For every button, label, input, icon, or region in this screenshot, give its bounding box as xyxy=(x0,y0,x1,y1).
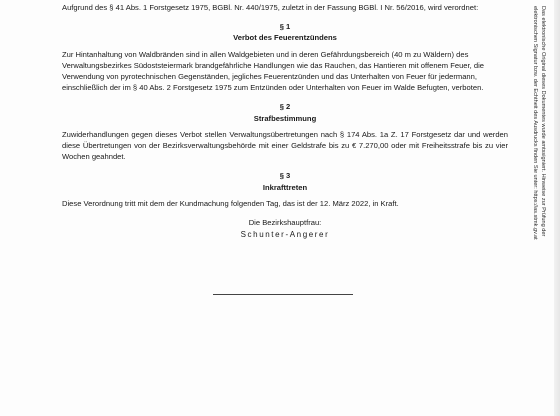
signature-line xyxy=(213,294,353,295)
section-2-title: Strafbestimmung xyxy=(253,113,317,123)
document-body xyxy=(62,2,508,240)
signature-verification-note xyxy=(523,6,547,386)
side-note-line-2: elektronischen Signatur bzw. der Echtheit des Ausdrucks finden Sie unter: https://as.stmk.gv.at xyxy=(532,6,538,240)
intro-paragraph: Aufgrund des § 41 Abs. 1 Forstgesetz 1975, BGBl. Nr. 440/1975, zuletzt in der Fassung BGBl. I Nr. 56/2016, wird verordnet: xyxy=(62,3,479,12)
section-1-title: Verbot des Feuerentzündens xyxy=(233,33,337,43)
section-2-number: § 2 xyxy=(279,102,291,112)
section-1-number: § 1 xyxy=(279,22,291,32)
section-2-text: Zuwiderhandlungen gegen dieses Verbot stellen Verwaltungsübertretungen nach § 174 Abs. 1a Z. 17 Forstgesetz dar und werden diese Übertretungen von der Bezirksverwaltungsbehörde mit einer Geldstrafe bis zu € 7.270,00 oder mit Freiheitsstrafe bis zu vier Wochen geahndet. xyxy=(62,129,508,162)
side-note-line-1: Das elektronische Original dieses Dokumentes wurde amtssigniert. Hinweise zur Prüfung der xyxy=(540,6,546,237)
section-3-title: Inkrafttreten xyxy=(262,182,308,192)
page-edge-shadow xyxy=(554,0,560,416)
section-3-number: § 3 xyxy=(279,171,291,181)
signature-intro: Die Bezirkshauptfrau: xyxy=(248,218,322,228)
signature-name: Schunter-Angerer xyxy=(240,230,330,240)
section-3-text: Diese Verordnung tritt mit dem der Kundmachung folgenden Tag, das ist der 12. März 2022, in Kraft. xyxy=(62,198,399,208)
section-1-text: Zur Hintanhaltung von Waldbränden sind in allen Waldgebieten und in deren Gefährdungsbereich (40 m zu Wäldern) des Verwaltungsbezirkes Südoststeiermark brandgefährliche Handlungen wie das Rauchen, das Hantieren mit offenem Feuer, die Verwendung von pyrotechnischen Gegenständen, jegliches Feuerentzünden und das Unterhalten von Feuer für jedermann, einschließlich der im § 40 Abs. 2 Forstgesetz 1975 zum Entzünden oder Unterhalten von Feuer im Walde Befugten, verboten. xyxy=(62,49,484,93)
